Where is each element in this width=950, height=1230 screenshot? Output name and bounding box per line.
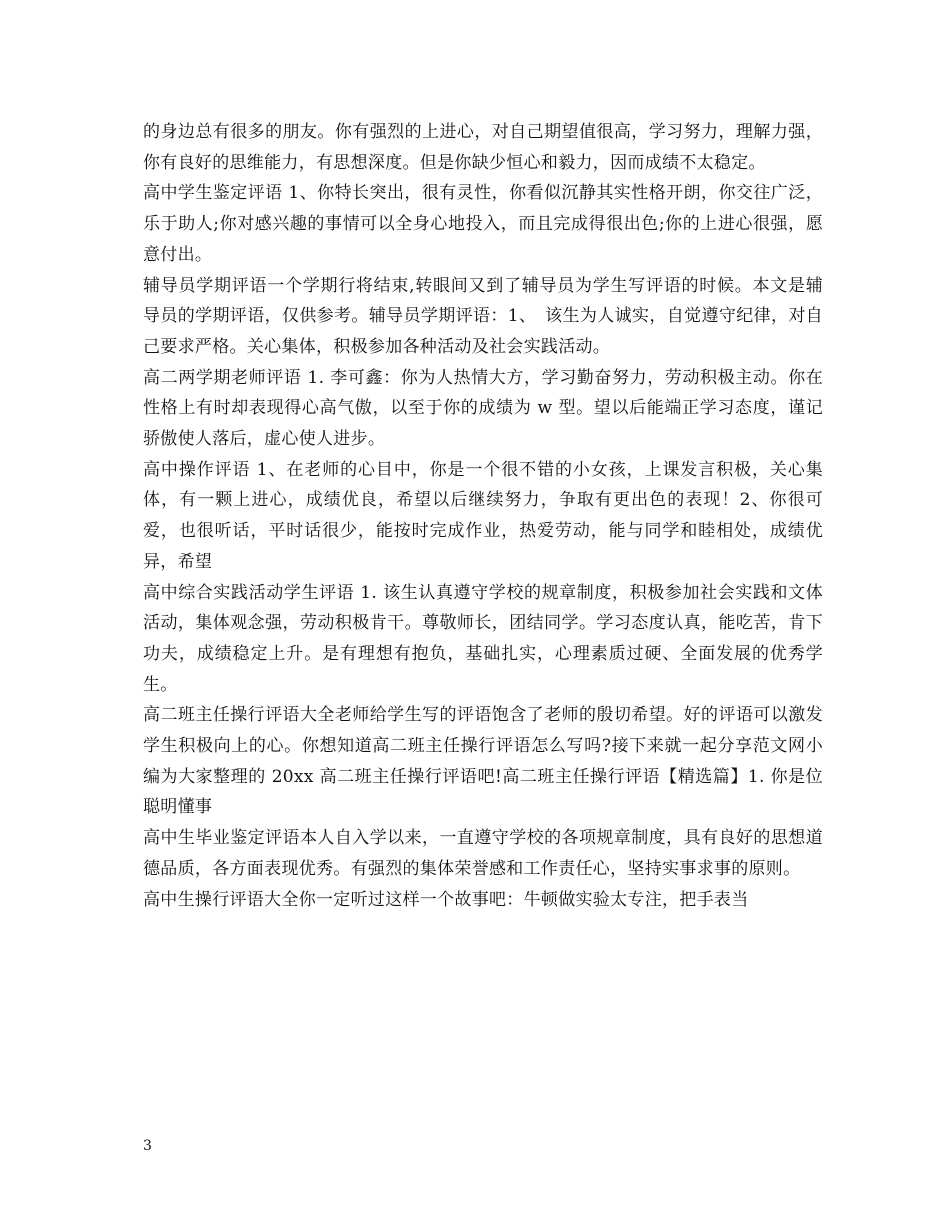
- paragraph-8: 高中生毕业鉴定评语本人自入学以来，一直遵守学校的各项规章制度，具有良好的思想道 德品质，各方面表现优秀。有强烈的集体荣誉感和工作责任心，坚持实事求事的原则。: [143, 828, 823, 879]
- paragraph-2: 高中学生鉴定评语 1、你特长突出，很有灵性，你看似沉静其实性格开朗，你交往广泛，乐于助人;你对感兴趣的事情可以全身心地投入，而且完成得很出色;你的上进心很强，愿意付出。: [143, 183, 823, 265]
- paragraph-1: 的身边总有很多的朋友。你有强烈的上进心，对自己期望值很高，学习努力，理解力强，你有良好的思维能力，有思想深度。但是你缺少恒心和毅力，因而成绩不太稳定。: [143, 122, 823, 173]
- page-number: 3: [143, 1138, 152, 1154]
- paragraph-5: 高中操作评语 1、在老师的心目中，你是一个很不错的小女孩，上课发言积极，关心集体，有一颗上进心，成绩优良，希望以后继续努力，争取有更出色的表现！2、你很可爱，也很听话，平时话很少，能按时完成作业，热爱劳动，能与同学和睦相处，成绩优异，希望: [143, 459, 823, 572]
- document-body: [143, 117, 823, 915]
- paragraph-7: 高二班主任操行评语大全老师给学生写的评语饱含了老师的殷切希望。好的评语可以激发学生积极向上的心。你想知道高二班主任操行评语怎么写吗?接下来就一起分享范文网小编为大家整理的 20xx 高二班主任操行评语吧!高二班主任操行评语【精选篇】1. 你是位聪明懂事: [143, 705, 823, 818]
- paragraph-9: 高中生操行评语大全你一定听过这样一个故事吧：牛顿做实验太专注，把手表当: [143, 889, 749, 910]
- paragraph-4: 高二两学期老师评语 1. 李可鑫：你为人热情大方，学习勤奋努力，劳动积极主动。你在性格上有时却表现得心高气傲，以至于你的成绩为 w 型。望以后能端正学习态度，谨记骄傲使人落后，虚心使人进步。: [143, 367, 823, 450]
- paragraph-6: 高中综合实践活动学生评语 1. 该生认真遵守学校的规章制度，积极参加社会实践和文体活动，集体观念强，劳动积极肯干。尊敬师长，团结同学。学习态度认真，能吃苦，肯下功夫，成绩稳定上升。是有理想有抱负，基础扎实，心理素质过硬、全面发展的优秀学生。: [143, 582, 823, 695]
- paragraph-3: 辅导员学期评语一个学期行将结束,转眼间又到了辅导员为学生写评语的时候。本文是辅导员的学期评语，仅供参考。辅导员学期评语：1、 该生为人诚实，自觉遵守纪律，对自己要求严格。关心集体，积极参加各种活动及社会实践活动。: [143, 275, 823, 357]
